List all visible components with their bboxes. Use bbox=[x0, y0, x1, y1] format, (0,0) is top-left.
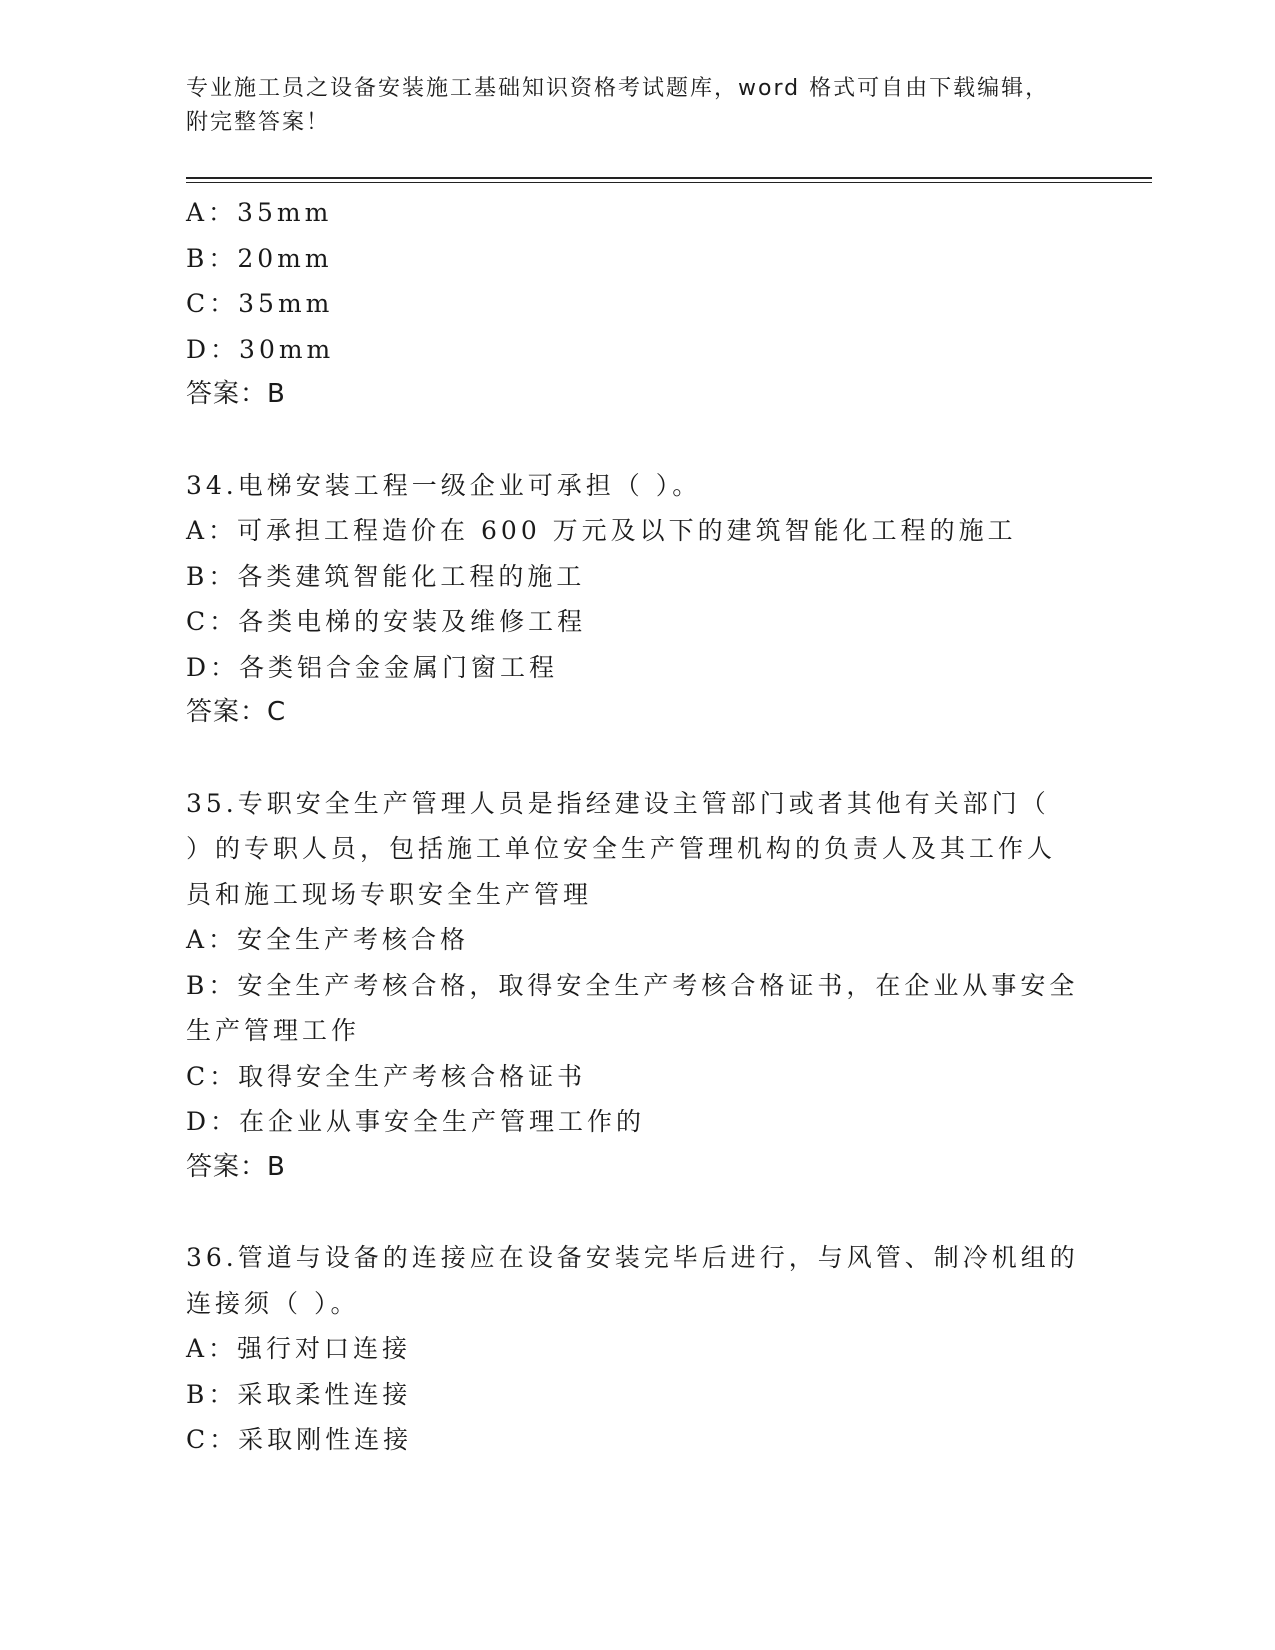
option-d: D：在企业从事安全生产管理工作的 bbox=[186, 1107, 646, 1136]
option-b: B：各类建筑智能化工程的施工 bbox=[186, 561, 586, 591]
answer: 答案：C bbox=[186, 697, 287, 727]
spacer bbox=[186, 736, 1086, 781]
option-d: D：各类铝合金金属门窗工程 bbox=[186, 652, 559, 682]
option-d: D：30mm bbox=[186, 334, 335, 364]
option-c: C：取得安全生产考核合格证书 bbox=[186, 1061, 587, 1091]
option-c: C：各类电梯的安装及维修工程 bbox=[186, 607, 587, 636]
header-divider-bottom bbox=[186, 182, 1152, 183]
question-stem-line-2: ）的专职人员，包括施工单位安全生产管理机构的负责人及其工作人 bbox=[186, 834, 1057, 863]
header-line-1: 专业施工员之设备安装施工基础知识资格考试题库，word 格式可自由下载编辑， bbox=[186, 76, 1050, 101]
option-b: B：20mm bbox=[186, 243, 333, 273]
question-stem-line-2: 连接须（ ）。 bbox=[186, 1288, 360, 1318]
option-a: A：35mm bbox=[186, 198, 333, 227]
option-a: A：强行对口连接 bbox=[186, 1334, 412, 1363]
question-list bbox=[186, 190, 1086, 1463]
question-stem: 34.电梯安装工程一级企业可承担（ ）。 bbox=[186, 470, 702, 500]
answer: 答案：B bbox=[186, 379, 286, 409]
option-b: B：采取柔性连接 bbox=[186, 1379, 412, 1409]
option-a: A：安全生产考核合格 bbox=[186, 925, 470, 954]
option-c: C：采取刚性连接 bbox=[186, 1425, 413, 1454]
spacer bbox=[186, 1190, 1086, 1235]
question-34 bbox=[186, 463, 1086, 736]
option-c: C：35mm bbox=[186, 289, 334, 318]
option-b: B：安全生产考核合格，取得安全生产考核合格证书，在企业从事安全 bbox=[186, 970, 1079, 1000]
option-a: A：可承担工程造价在 600 万元及以下的建筑智能化工程的施工 bbox=[186, 516, 1017, 545]
question-33 bbox=[186, 190, 1086, 418]
question-36 bbox=[186, 1235, 1086, 1463]
option-b-continued: 生产管理工作 bbox=[186, 1016, 361, 1045]
question-stem-line-3: 员和施工现场专职安全生产管理 bbox=[186, 879, 593, 909]
question-stem-line-1: 36.管道与设备的连接应在设备安装完毕后进行，与风管、制冷机组的 bbox=[186, 1243, 1079, 1272]
answer: 答案：B bbox=[186, 1151, 286, 1182]
question-stem-line-1: 35.专职安全生产管理人员是指经建设主管部门或者其他有关部门（ bbox=[186, 788, 1050, 818]
question-35 bbox=[186, 781, 1086, 1191]
spacer bbox=[186, 418, 1086, 463]
document-header bbox=[186, 72, 1086, 140]
header-line-2: 附完整答案！ bbox=[186, 110, 331, 135]
header-divider-top bbox=[186, 177, 1152, 179]
